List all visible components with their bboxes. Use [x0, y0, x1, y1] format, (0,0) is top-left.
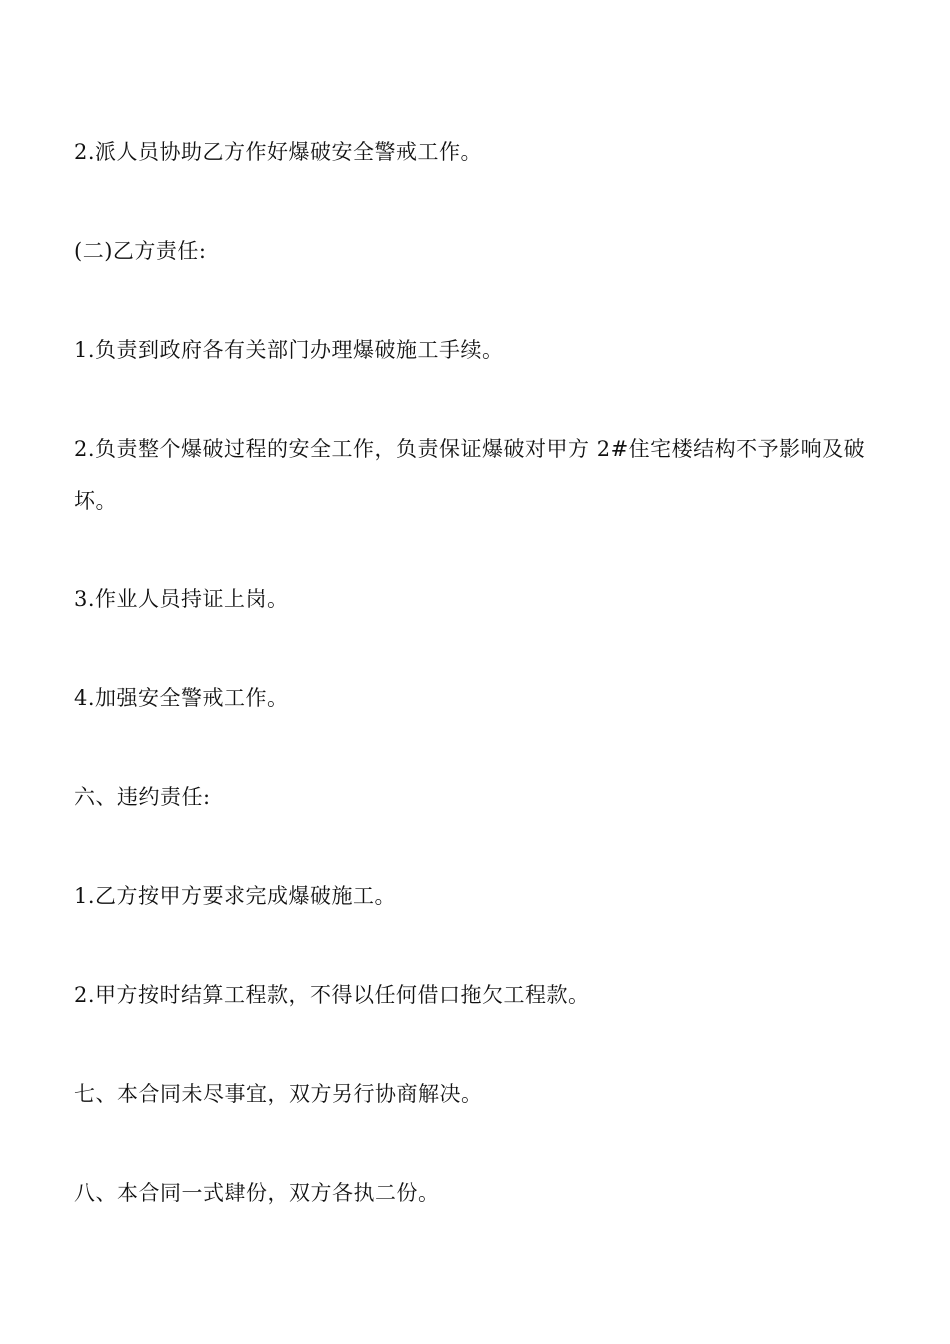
paragraph-clause-seven: 七、本合同未尽事宜，双方另行协商解决。	[74, 1082, 483, 1106]
paragraph-party-b-duty-3: 3.作业人员持证上岗。	[74, 587, 289, 611]
paragraph-party-b-duty-4: 4.加强安全警戒工作。	[74, 686, 289, 710]
heading-breach-liability: 六、违约责任:	[74, 785, 211, 809]
paragraph-party-a-duty-2: 2.派人员协助乙方作好爆破安全警戒工作。	[74, 140, 483, 164]
paragraph-breach-1: 1.乙方按甲方要求完成爆破施工。	[74, 884, 397, 908]
paragraph-party-b-duty-2: 2.负责整个爆破过程的安全工作，负责保证爆破对甲方 2#住宅楼结构不予影响及破坏。	[74, 437, 866, 513]
paragraph-clause-eight: 八、本合同一式肆份，双方各执二份。	[74, 1181, 440, 1205]
paragraph-breach-2: 2.甲方按时结算工程款，不得以任何借口拖欠工程款。	[74, 983, 590, 1007]
heading-party-b-duties: (二)乙方责任:	[74, 239, 207, 263]
paragraph-party-b-duty-1: 1.负责到政府各有关部门办理爆破施工手续。	[74, 338, 504, 362]
